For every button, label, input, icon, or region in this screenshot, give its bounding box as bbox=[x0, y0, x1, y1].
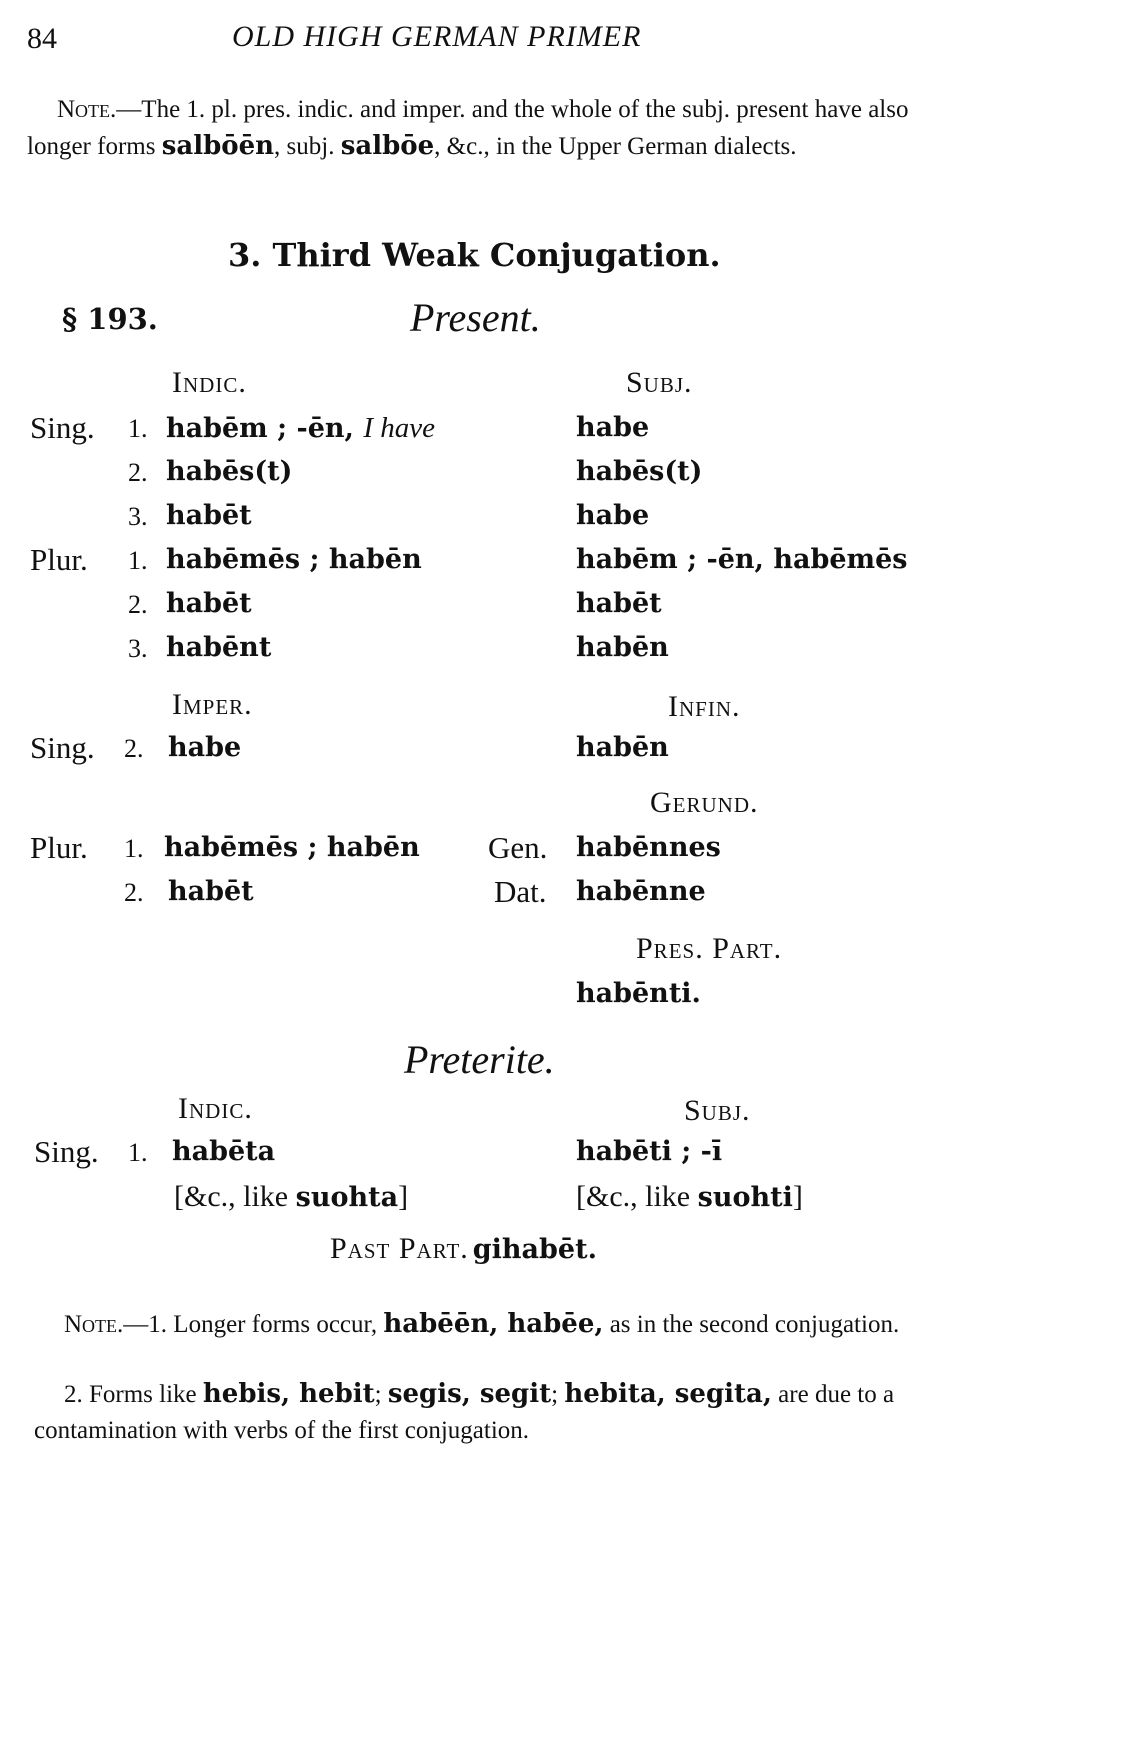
row-number: 3. bbox=[128, 634, 148, 663]
running-title: OLD HIGH GERMAN PRIMER bbox=[232, 20, 642, 53]
subj-like-note bbox=[576, 1180, 803, 1214]
note-label: Note. bbox=[57, 96, 117, 123]
preterite-title: Preterite. bbox=[404, 1037, 555, 1082]
like-bracket: ] bbox=[398, 1180, 409, 1213]
infin-head: Infin. bbox=[668, 690, 741, 723]
plur-label: Plur. bbox=[30, 830, 88, 865]
subj-form: habe bbox=[576, 412, 650, 443]
past-part-form: gihabēt. bbox=[472, 1234, 597, 1265]
indic-head: Indic. bbox=[172, 366, 247, 399]
note-number: 2 bbox=[64, 1381, 77, 1408]
note-form: salbōe bbox=[340, 131, 435, 161]
note-text: as in the second conjugation. bbox=[603, 1311, 900, 1338]
imper-form: habēt bbox=[168, 876, 254, 907]
sing-label: Sing. bbox=[30, 410, 95, 445]
note-dash: — bbox=[116, 96, 142, 123]
row-number: 1. bbox=[128, 546, 148, 575]
like-form: suohti bbox=[697, 1182, 793, 1213]
indic-form bbox=[166, 412, 435, 445]
row-number: 3. bbox=[128, 502, 148, 531]
subj-form: habēti ; -ī bbox=[576, 1136, 723, 1167]
pres-part-head: Pres. Part. bbox=[636, 932, 783, 965]
subj-form: habēs(t) bbox=[576, 456, 703, 487]
bottom-note-2 bbox=[34, 1376, 942, 1449]
indic-form: habēta bbox=[172, 1136, 276, 1167]
note-form: hebis, hebit bbox=[202, 1379, 375, 1409]
gerund-case: Dat. bbox=[494, 874, 547, 909]
gerund-head: Gerund. bbox=[650, 786, 759, 819]
section-heading: 3. Third Weak Conjugation. bbox=[228, 236, 721, 274]
note-text: ; bbox=[374, 1381, 388, 1408]
indic-form-text: habēm ; -ēn, bbox=[166, 413, 354, 444]
gerund-case: Gen. bbox=[488, 830, 548, 865]
indic-form: habēt bbox=[166, 500, 252, 531]
like-bracket: ] bbox=[792, 1180, 803, 1213]
row-number: 1. bbox=[124, 834, 144, 863]
indic-form: habēmēs ; habēn bbox=[166, 544, 422, 575]
paragraph-number: § 193. bbox=[62, 302, 158, 336]
subj-form: habēt bbox=[576, 588, 662, 619]
sing-label: Sing. bbox=[34, 1134, 99, 1169]
note-text: . pl. pres. indic. and imper. and the whole of the subj. present have also longer forms bbox=[27, 96, 909, 160]
gerund-form: habēnne bbox=[576, 876, 706, 907]
imper-form: habēmēs ; habēn bbox=[164, 832, 420, 863]
imper-head: Imper. bbox=[172, 688, 253, 721]
like-form: suohta bbox=[295, 1182, 399, 1213]
indic-form: habēt bbox=[166, 588, 252, 619]
row-number: 2. bbox=[124, 878, 144, 907]
note-form: hebita, segita, bbox=[564, 1379, 772, 1409]
note-text: . Forms like bbox=[76, 1381, 203, 1408]
note-text: ; bbox=[551, 1381, 565, 1408]
indic-like-note bbox=[174, 1180, 408, 1214]
row-number: 2. bbox=[124, 734, 144, 763]
note-text: , &c., in the Upper German dialects. bbox=[434, 133, 797, 160]
sing-label: Sing. bbox=[30, 730, 95, 765]
note-label: Note. bbox=[64, 1311, 124, 1338]
like-text: [&c., like bbox=[174, 1180, 296, 1213]
subj-form: habēn bbox=[576, 632, 669, 663]
subj-form: habēm ; -ēn, habēmēs bbox=[576, 544, 908, 575]
note-text: are due to a contamination with verbs of the first conjugation. bbox=[34, 1381, 895, 1444]
imper-form: habe bbox=[168, 732, 242, 763]
top-note bbox=[27, 92, 942, 165]
subj-head: Subj. bbox=[626, 366, 693, 399]
infin-form: habēn bbox=[576, 732, 669, 763]
present-title: Present. bbox=[410, 295, 541, 340]
subj-head: Subj. bbox=[684, 1094, 751, 1127]
row-number: 2. bbox=[128, 590, 148, 619]
row-number: 1. bbox=[128, 1138, 148, 1167]
note-number: 1 bbox=[186, 96, 199, 123]
row-number: 2. bbox=[128, 458, 148, 487]
indic-form: habēs(t) bbox=[166, 456, 293, 487]
indic-head: Indic. bbox=[178, 1092, 253, 1125]
past-part-head: Past Part. bbox=[330, 1232, 469, 1265]
note-number: 1 bbox=[148, 1311, 161, 1338]
gerund-form: habēnnes bbox=[576, 832, 721, 863]
indic-form: habēnt bbox=[166, 632, 272, 663]
note-text: The bbox=[141, 96, 187, 123]
bottom-note-1 bbox=[34, 1306, 942, 1343]
past-part-line bbox=[330, 1232, 597, 1266]
note-dash: — bbox=[123, 1311, 149, 1338]
subj-form: habe bbox=[576, 500, 650, 531]
page-number: 84 bbox=[27, 22, 57, 55]
note-text: . Longer forms occur, bbox=[160, 1311, 384, 1338]
gloss: I have bbox=[363, 412, 435, 444]
note-text: , subj. bbox=[274, 133, 341, 160]
row-number: 1. bbox=[128, 414, 148, 443]
note-form: segis, segit bbox=[387, 1379, 552, 1409]
pres-part-form: habēnti. bbox=[576, 978, 701, 1009]
note-form: salbōēn bbox=[161, 131, 275, 161]
plur-label: Plur. bbox=[30, 542, 88, 577]
note-form: habēēn, habēe, bbox=[383, 1309, 604, 1339]
like-text: [&c., like bbox=[576, 1180, 698, 1213]
